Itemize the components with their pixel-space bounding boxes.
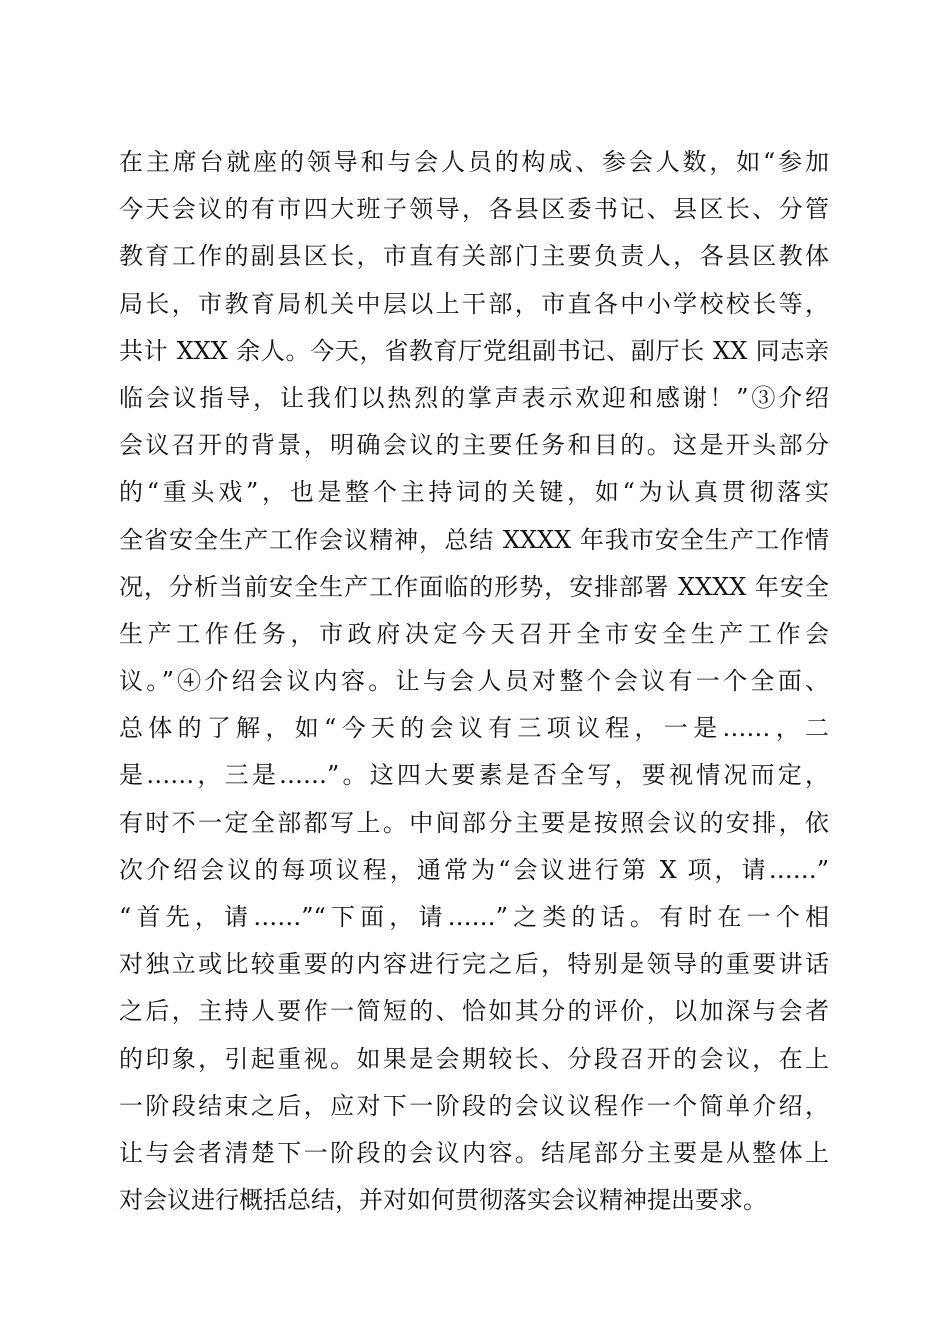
text-line-23: 对会议进行概括总结，并对如何贯彻落实会议精神提出要求。 <box>119 1186 767 1215</box>
text-line-4: 局长，市教育局机关中层以上干部，市直各中小学校校长等， <box>119 289 829 318</box>
text-line-5: 共计 XXX 余人。今天，省教育厅党组副书记、副厅长 XX 同志亲 <box>119 336 829 365</box>
text-line-22: 让与会者清楚下一阶段的会议内容。结尾部分主要是从整体上 <box>119 1138 829 1167</box>
text-line-1: 在主席台就座的领导和与会人员的构成、参会人数，如“参加 <box>119 148 829 176</box>
text-line-13: 总体的了解，如“今天的会议有三项议程，一是……，二 <box>119 714 829 743</box>
text-line-10: 况，分析当前安全生产工作面临的形势，安排部署 XXXX 年安全 <box>119 572 829 601</box>
text-line-21: 一阶段结束之后，应对下一阶段的会议议程作一个简单介绍， <box>119 1091 829 1120</box>
text-line-17: “首先，请……”“下面，请……”之类的话。有时在一个相 <box>119 903 829 931</box>
text-line-16: 次介绍会议的每项议程，通常为“会议进行第 X 项，请……” <box>119 855 829 884</box>
text-line-14: 是……，三是……”。这四大要素是否全写，要视情况而定， <box>119 761 829 790</box>
text-line-2: 今天会议的有市四大班子领导，各县区委书记、县区长、分管 <box>119 195 829 224</box>
text-line-15: 有时不一定全部都写上。中间部分主要是按照会议的安排，依 <box>119 808 829 837</box>
text-line-11: 生产工作任务，市政府决定今天召开全市安全生产工作会 <box>119 619 829 648</box>
text-line-9: 全省安全生产工作会议精神，总结 XXXX 年我市安全生产工作情 <box>119 525 829 554</box>
text-line-18: 对独立或比较重要的内容进行完之后，特别是领导的重要讲话 <box>119 950 829 979</box>
text-line-12: 议。”④介绍会议内容。让与会人员对整个会议有一个全面、 <box>119 667 829 696</box>
text-line-8: 的“重头戏”，也是整个主持词的关键，如“为认真贯彻落实 <box>119 478 829 507</box>
body-paragraph <box>119 139 829 1224</box>
text-line-7: 会议召开的背景，明确会议的主要任务和目的。这是开头部分 <box>119 431 829 460</box>
text-line-6: 临会议指导，让我们以热烈的掌声表示欢迎和感谢！”③介绍 <box>119 383 829 412</box>
text-line-3: 教育工作的副县区长，市直有关部门主要负责人，各县区教体 <box>119 242 829 271</box>
text-line-20: 的印象，引起重视。如果是会期较长、分段召开的会议，在上 <box>119 1044 829 1073</box>
text-line-19: 之后，主持人要作一简短的、恰如其分的评价，以加深与会者 <box>119 997 829 1026</box>
